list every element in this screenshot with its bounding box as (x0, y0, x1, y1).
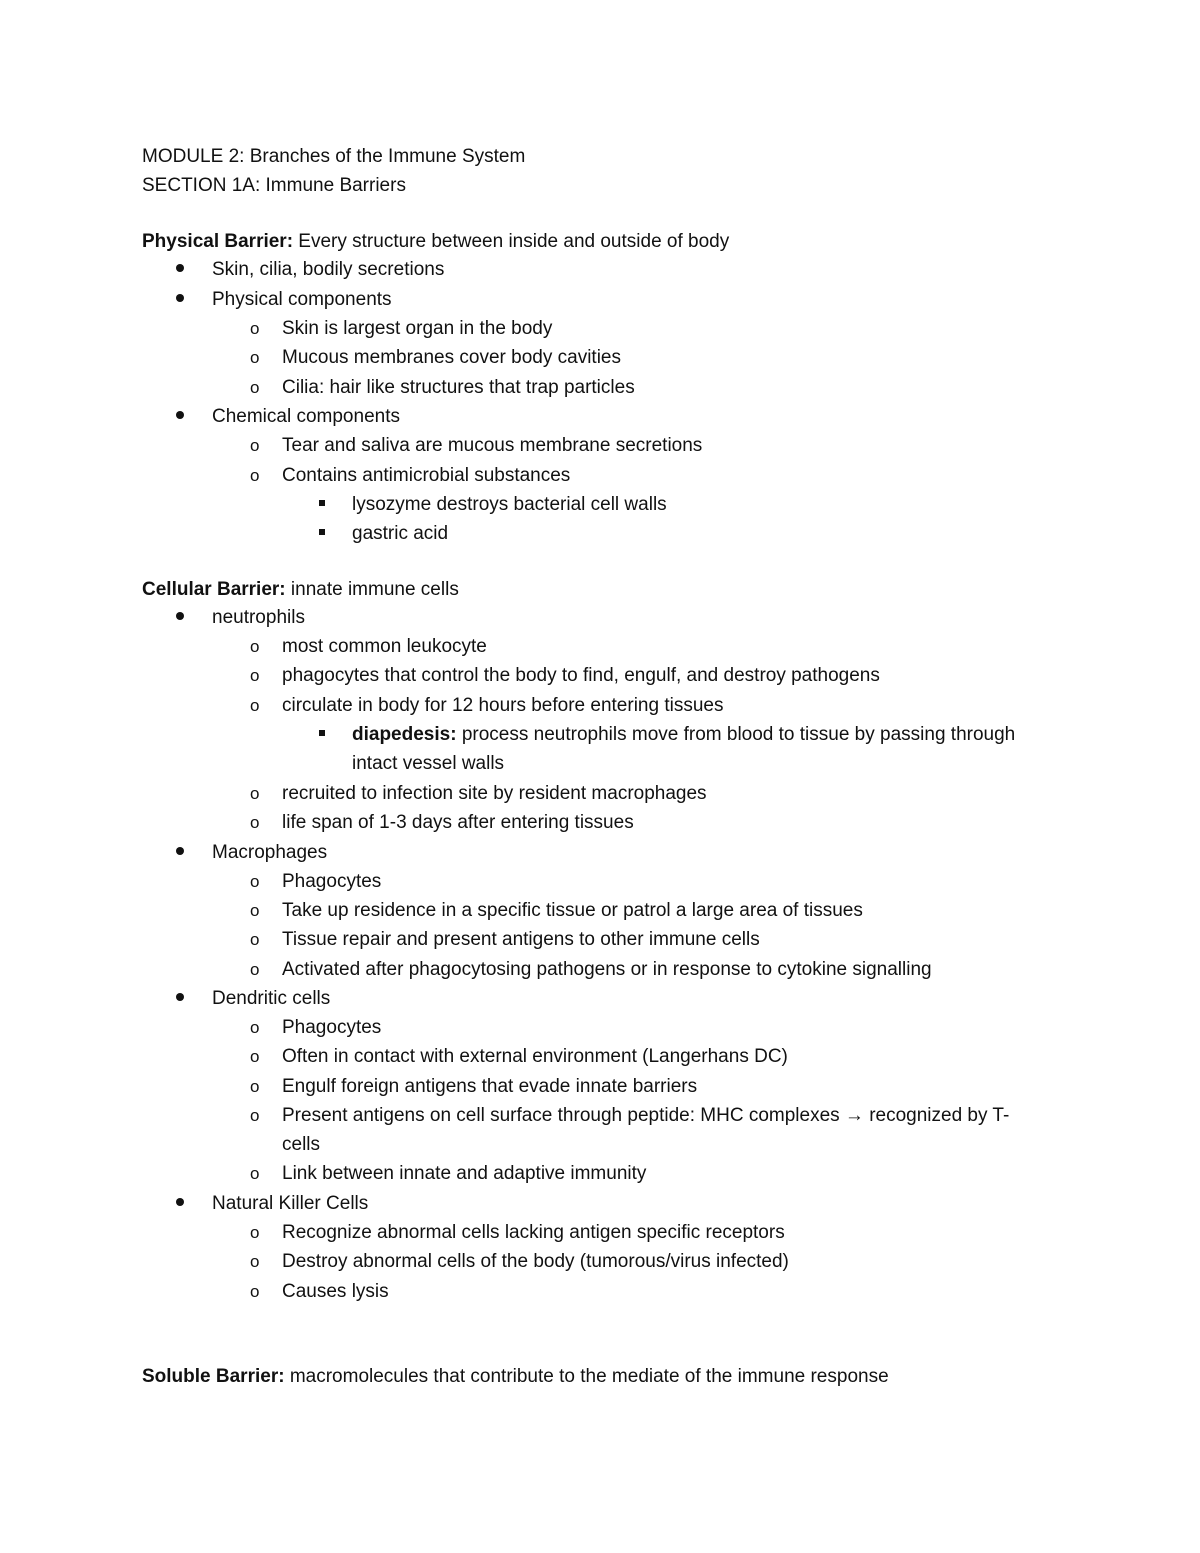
bullet-circle-icon: o (250, 1018, 260, 1037)
list-item-continuation: cells (282, 1134, 321, 1155)
list-item: Contains antimicrobial substances (282, 465, 571, 486)
list-item: Link between innate and adaptive immunity (282, 1163, 647, 1184)
soluble-barrier-desc: macromolecules that contribute to the mediate of the immune response (284, 1366, 889, 1387)
list-item: neutrophils (212, 607, 305, 628)
bullet-square-icon (319, 500, 325, 506)
bullet-square-icon (319, 529, 325, 535)
bullet-circle-icon: o (250, 784, 260, 803)
soluble-barrier-heading (142, 1362, 889, 1391)
list-item: Macrophages (212, 842, 328, 863)
list-item: Chemical components (212, 406, 400, 427)
list-item: Tissue repair and present antigens to other immune cells (282, 929, 760, 950)
list-item: Recognize abnormal cells lacking antigen specific receptors (282, 1222, 785, 1243)
list-item (352, 720, 1015, 749)
list-item: Physical components (212, 289, 392, 310)
bullet-dot-icon (176, 847, 184, 855)
list-item: most common leukocyte (282, 636, 487, 657)
bullet-circle-icon: o (250, 1164, 260, 1183)
list-item: Phagocytes (282, 1017, 382, 1038)
bullet-circle-icon: o (250, 637, 260, 656)
physical-barrier-heading (142, 227, 729, 256)
list-item: Activated after phagocytosing pathogens or in response to cytokine signalling (282, 959, 932, 980)
physical-barrier-desc: Every structure between inside and outside of body (293, 231, 730, 252)
list-item: Dendritic cells (212, 988, 331, 1009)
bullet-circle-icon: o (250, 436, 260, 455)
arrow-right-icon: → (844, 1105, 864, 1126)
list-item: Natural Killer Cells (212, 1193, 369, 1214)
bullet-dot-icon (176, 993, 184, 1001)
bullet-dot-icon (176, 612, 184, 620)
list-item: circulate in body for 12 hours before entering tissues (282, 695, 724, 716)
bullet-dot-icon (176, 411, 184, 419)
bullet-circle-icon: o (250, 1282, 260, 1301)
list-item: phagocytes that control the body to find, engulf, and destroy pathogens (282, 665, 880, 686)
bullet-circle-icon: o (250, 696, 260, 715)
list-item: Causes lysis (282, 1281, 389, 1302)
bullet-circle-icon: o (250, 1077, 260, 1096)
cellular-barrier-desc: innate immune cells (285, 579, 459, 600)
bullet-circle-icon: o (250, 378, 260, 397)
diapedesis-desc: process neutrophils move from blood to tissue by passing through (456, 724, 1016, 745)
bullet-square-icon (319, 730, 325, 736)
bullet-circle-icon: o (250, 813, 260, 832)
list-item: Skin, cilia, bodily secretions (212, 259, 445, 280)
bullet-circle-icon: o (250, 872, 260, 891)
list-item: life span of 1-3 days after entering tissues (282, 812, 634, 833)
list-item: Often in contact with external environment (Langerhans DC) (282, 1046, 788, 1067)
list-item: Phagocytes (282, 871, 382, 892)
diapedesis-term: diapedesis: (352, 724, 457, 745)
list-item-continuation: intact vessel walls (352, 753, 505, 774)
bullet-circle-icon: o (250, 466, 260, 485)
list-item: recruited to infection site by resident macrophages (282, 783, 707, 804)
section-title: SECTION 1A: Immune Barriers (142, 175, 406, 196)
present-antigens-text: Present antigens on cell surface through peptide: MHC complexes (282, 1105, 845, 1126)
module-title: MODULE 2: Branches of the Immune System (142, 146, 526, 167)
list-item: Take up residence in a specific tissue or patrol a large area of tissues (282, 900, 863, 921)
list-item: gastric acid (352, 523, 449, 544)
bullet-circle-icon: o (250, 1106, 260, 1125)
list-item: Mucous membranes cover body cavities (282, 347, 621, 368)
cellular-barrier-term: Cellular Barrier: (142, 579, 286, 600)
list-item: Destroy abnormal cells of the body (tumorous/virus infected) (282, 1251, 789, 1272)
cellular-barrier-heading (142, 575, 459, 604)
list-item: lysozyme destroys bacterial cell walls (352, 494, 667, 515)
bullet-circle-icon: o (250, 1252, 260, 1271)
physical-barrier-term: Physical Barrier: (142, 231, 294, 252)
bullet-circle-icon: o (250, 1223, 260, 1242)
present-antigens-text-end: recognized by T- (863, 1105, 1010, 1126)
bullet-circle-icon: o (250, 930, 260, 949)
list-item: Skin is largest organ in the body (282, 318, 553, 339)
list-item: Engulf foreign antigens that evade innate barriers (282, 1076, 698, 1097)
list-item: Cilia: hair like structures that trap particles (282, 377, 635, 398)
bullet-circle-icon: o (250, 666, 260, 685)
bullet-circle-icon: o (250, 960, 260, 979)
bullet-circle-icon: o (250, 319, 260, 338)
bullet-circle-icon: o (250, 1047, 260, 1066)
bullet-dot-icon (176, 264, 184, 272)
bullet-dot-icon (176, 1198, 184, 1206)
bullet-circle-icon: o (250, 348, 260, 367)
list-item: Tear and saliva are mucous membrane secretions (282, 435, 703, 456)
soluble-barrier-term: Soluble Barrier: (142, 1366, 285, 1387)
list-item (282, 1101, 1009, 1130)
bullet-circle-icon: o (250, 901, 260, 920)
bullet-dot-icon (176, 294, 184, 302)
